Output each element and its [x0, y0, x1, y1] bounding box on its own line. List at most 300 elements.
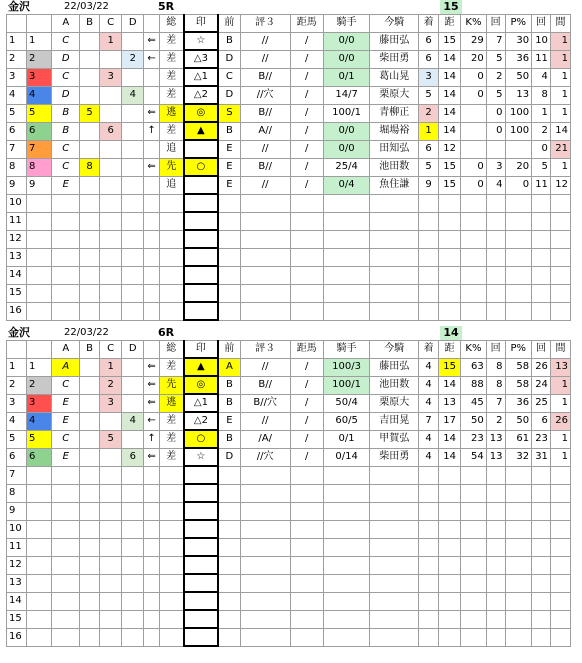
empty-cell [240, 194, 290, 212]
trend-arrow [144, 140, 160, 158]
distance: 14 [439, 50, 461, 68]
empty-cell [532, 592, 551, 610]
interval: 13 [550, 358, 570, 376]
column-header: D [122, 15, 144, 33]
empty-cell [486, 556, 505, 574]
trend-arrow [144, 176, 160, 194]
empty-cell [218, 484, 240, 502]
distance: 15 [439, 176, 461, 194]
jockey-name: 栗原大 [370, 394, 419, 412]
row-index: 1 [7, 358, 27, 376]
jockey-score: 25/4 [323, 158, 370, 176]
rank-d [122, 158, 144, 176]
jockey-score: 0/0 [323, 50, 370, 68]
rating-3: /A/ [240, 430, 290, 448]
previous-grade: B [218, 122, 240, 140]
empty-cell [240, 520, 290, 538]
empty-cell [461, 628, 486, 646]
empty-cell [122, 628, 144, 646]
rating-3: // [240, 358, 290, 376]
empty-cell [26, 230, 51, 248]
row-index: 6 [7, 448, 27, 466]
empty-cell [505, 194, 532, 212]
empty-cell [323, 266, 370, 284]
prediction-mark: △1 [184, 68, 218, 86]
empty-cell [184, 556, 218, 574]
empty-cell [461, 592, 486, 610]
rank-a: D [52, 50, 80, 68]
table-row [7, 50, 571, 68]
jockey-name: 堀場裕 [370, 122, 419, 140]
empty-cell [323, 628, 370, 646]
empty-cell [52, 194, 80, 212]
interval: 12 [550, 176, 570, 194]
interval: 1 [550, 32, 570, 50]
empty-cell [122, 284, 144, 302]
empty-cell [486, 610, 505, 628]
rating-3: B// [240, 158, 290, 176]
row-index: 12 [7, 556, 27, 574]
empty-cell [370, 484, 419, 502]
interval: 1 [550, 68, 570, 86]
empty-cell [159, 556, 183, 574]
k-percent: 50 [461, 412, 486, 430]
column-header: P% [505, 15, 532, 33]
empty-cell [290, 266, 323, 284]
empty-cell [419, 592, 439, 610]
row-index: 6 [7, 122, 27, 140]
row-index: 8 [7, 158, 27, 176]
empty-cell [144, 212, 160, 230]
empty-cell [505, 284, 532, 302]
empty-cell [122, 248, 144, 266]
empty-cell [100, 284, 122, 302]
table-row [7, 32, 571, 50]
empty-cell [323, 466, 370, 484]
jockey-score: 100/1 [323, 104, 370, 122]
k-percent [461, 122, 486, 140]
rating-3: B// [240, 376, 290, 394]
race-title-bar [0, 326, 582, 340]
empty-cell [122, 574, 144, 592]
k-percent: 0 [461, 176, 486, 194]
jockey-score: 14/7 [323, 86, 370, 104]
empty-cell [550, 538, 570, 556]
empty-cell [159, 628, 183, 646]
empty-cell [323, 230, 370, 248]
rank-b [80, 394, 100, 412]
empty-cell [184, 574, 218, 592]
empty-cell [461, 302, 486, 320]
empty-cell [52, 556, 80, 574]
race-sheet-5r [0, 0, 582, 321]
column-header: 着 [419, 341, 439, 359]
row-index: 13 [7, 574, 27, 592]
gate-number: 6 [26, 448, 51, 466]
rank-d [122, 122, 144, 140]
interval: 1 [550, 104, 570, 122]
empty-cell [290, 502, 323, 520]
empty-cell [419, 302, 439, 320]
table-row [7, 284, 571, 302]
empty-cell [100, 538, 122, 556]
jockey-score: 100/3 [323, 358, 370, 376]
trend-arrow: ⇐ [144, 104, 160, 122]
empty-cell [122, 556, 144, 574]
empty-cell [323, 556, 370, 574]
row-index: 16 [7, 302, 27, 320]
table-row [7, 520, 571, 538]
rank-b [80, 32, 100, 50]
empty-cell [419, 194, 439, 212]
empty-cell [323, 592, 370, 610]
table-row [7, 68, 571, 86]
k-percent: 54 [461, 448, 486, 466]
column-header: B [80, 341, 100, 359]
empty-cell [159, 466, 183, 484]
empty-cell [100, 592, 122, 610]
column-header: 回 [486, 15, 505, 33]
distance: 15 [439, 158, 461, 176]
empty-cell [532, 248, 551, 266]
row-index: 9 [7, 176, 27, 194]
finish: 6 [419, 50, 439, 68]
empty-cell [184, 302, 218, 320]
rank-b [80, 376, 100, 394]
empty-cell [122, 466, 144, 484]
k-percent: 88 [461, 376, 486, 394]
prediction-mark: ◎ [184, 376, 218, 394]
empty-cell [26, 266, 51, 284]
empty-cell [439, 266, 461, 284]
distance: 14 [439, 86, 461, 104]
interval: 21 [550, 140, 570, 158]
gate-number: 4 [26, 86, 51, 104]
empty-cell [52, 266, 80, 284]
running-style: 差 [159, 50, 183, 68]
rating-3: B// [240, 68, 290, 86]
empty-cell [52, 284, 80, 302]
empty-cell [52, 502, 80, 520]
empty-cell [80, 212, 100, 230]
column-header [26, 341, 51, 359]
p-percent: 100 [505, 104, 532, 122]
rank-d [122, 430, 144, 448]
empty-cell [80, 502, 100, 520]
distance-horse: / [290, 140, 323, 158]
table-row [7, 358, 571, 376]
empty-cell [100, 230, 122, 248]
previous-grade: D [218, 86, 240, 104]
empty-cell [80, 194, 100, 212]
gate-number: 1 [26, 32, 51, 50]
distance-badge: 14 [440, 326, 462, 340]
empty-cell [419, 502, 439, 520]
empty-cell [323, 538, 370, 556]
empty-cell [159, 502, 183, 520]
previous-grade: E [218, 176, 240, 194]
row-index: 10 [7, 194, 27, 212]
rank-c: 1 [100, 32, 122, 50]
rank-d [122, 32, 144, 50]
column-header: 前 [218, 15, 240, 33]
empty-cell [419, 484, 439, 502]
p-percent: 0 [505, 176, 532, 194]
rating-3: //穴 [240, 448, 290, 466]
p-percent: 13 [505, 86, 532, 104]
empty-cell [218, 556, 240, 574]
rank-c [100, 50, 122, 68]
empty-cell [550, 266, 570, 284]
finish: 1 [419, 122, 439, 140]
empty-cell [26, 466, 51, 484]
table-row [7, 230, 571, 248]
interval: 14 [550, 122, 570, 140]
empty-cell [100, 556, 122, 574]
rating-3: B// [240, 104, 290, 122]
empty-cell [419, 248, 439, 266]
rank-a: E [52, 412, 80, 430]
running-style: 差 [159, 358, 183, 376]
rank-a: D [52, 86, 80, 104]
empty-cell [370, 266, 419, 284]
empty-cell [52, 302, 80, 320]
table-row [7, 122, 571, 140]
prediction-mark [184, 176, 218, 194]
column-header: A [52, 341, 80, 359]
empty-cell [80, 248, 100, 266]
empty-cell [550, 194, 570, 212]
rank-a: C [52, 158, 80, 176]
empty-cell [144, 284, 160, 302]
empty-cell [370, 538, 419, 556]
running-style: 差 [159, 32, 183, 50]
empty-cell [26, 610, 51, 628]
finish: 3 [419, 68, 439, 86]
column-header: 回 [486, 341, 505, 359]
jockey-score: 0/14 [323, 448, 370, 466]
count-1: 2 [486, 68, 505, 86]
rank-a: C [52, 32, 80, 50]
count-2: 11 [532, 176, 551, 194]
empty-cell [461, 538, 486, 556]
distance-horse: / [290, 32, 323, 50]
empty-cell [26, 574, 51, 592]
empty-cell [80, 230, 100, 248]
empty-cell [100, 484, 122, 502]
empty-cell [184, 194, 218, 212]
empty-cell [100, 248, 122, 266]
table-row [7, 484, 571, 502]
empty-cell [26, 248, 51, 266]
distance-horse: / [290, 358, 323, 376]
p-percent: 58 [505, 376, 532, 394]
empty-cell [486, 502, 505, 520]
empty-cell [505, 556, 532, 574]
rank-c: 5 [100, 430, 122, 448]
venue-label: 金沢 [8, 326, 30, 339]
empty-cell [184, 610, 218, 628]
trend-arrow [144, 68, 160, 86]
column-header: 評３ [240, 341, 290, 359]
table-row [7, 628, 571, 646]
empty-cell [184, 248, 218, 266]
distance: 12 [439, 140, 461, 158]
row-index: 2 [7, 376, 27, 394]
empty-cell [240, 266, 290, 284]
empty-cell [419, 628, 439, 646]
p-percent: 61 [505, 430, 532, 448]
running-style: 逃 [159, 394, 183, 412]
finish: 2 [419, 104, 439, 122]
gate-number: 1 [26, 358, 51, 376]
empty-cell [532, 574, 551, 592]
empty-cell [184, 230, 218, 248]
empty-cell [461, 248, 486, 266]
trend-arrow [144, 86, 160, 104]
rank-d [122, 104, 144, 122]
column-header: 距馬 [290, 15, 323, 33]
finish: 4 [419, 376, 439, 394]
empty-cell [439, 610, 461, 628]
distance: 15 [439, 358, 461, 376]
empty-cell [144, 610, 160, 628]
empty-cell [184, 266, 218, 284]
empty-cell [532, 230, 551, 248]
empty-cell [240, 538, 290, 556]
distance: 17 [439, 412, 461, 430]
empty-cell [532, 466, 551, 484]
count-2: 24 [532, 376, 551, 394]
gate-number: 4 [26, 412, 51, 430]
column-header [7, 15, 27, 33]
jockey-name: 柴田勇 [370, 50, 419, 68]
trend-arrow: ⇐ [144, 394, 160, 412]
distance: 14 [439, 376, 461, 394]
empty-cell [532, 302, 551, 320]
empty-cell [370, 230, 419, 248]
row-index: 1 [7, 32, 27, 50]
empty-cell [80, 574, 100, 592]
gate-number: 2 [26, 50, 51, 68]
empty-cell [290, 538, 323, 556]
p-percent: 58 [505, 358, 532, 376]
empty-cell [26, 592, 51, 610]
empty-cell [122, 502, 144, 520]
distance: 14 [439, 104, 461, 122]
empty-cell [240, 574, 290, 592]
column-header [7, 341, 27, 359]
empty-cell [240, 284, 290, 302]
rank-a: C [52, 68, 80, 86]
empty-cell [218, 302, 240, 320]
empty-cell [419, 556, 439, 574]
running-style: 差 [159, 68, 183, 86]
row-index: 2 [7, 50, 27, 68]
distance-horse: / [290, 412, 323, 430]
empty-cell [370, 502, 419, 520]
p-percent: 30 [505, 32, 532, 50]
empty-cell [486, 538, 505, 556]
rank-d [122, 176, 144, 194]
finish: 5 [419, 158, 439, 176]
empty-cell [532, 266, 551, 284]
empty-cell [52, 628, 80, 646]
interval: 1 [550, 86, 570, 104]
empty-cell [461, 266, 486, 284]
count-2: 1 [532, 104, 551, 122]
empty-cell [159, 266, 183, 284]
empty-cell [419, 466, 439, 484]
count-2: 11 [532, 50, 551, 68]
jockey-name: 栗原大 [370, 86, 419, 104]
p-percent: 20 [505, 158, 532, 176]
empty-cell [439, 302, 461, 320]
empty-cell [80, 556, 100, 574]
running-style: 追 [159, 140, 183, 158]
prediction-mark: △3 [184, 50, 218, 68]
empty-cell [218, 628, 240, 646]
empty-cell [240, 556, 290, 574]
empty-cell [122, 592, 144, 610]
rating-3: //穴 [240, 86, 290, 104]
rating-3: // [240, 140, 290, 158]
empty-cell [323, 520, 370, 538]
empty-cell [505, 502, 532, 520]
empty-cell [80, 466, 100, 484]
running-style: 差 [159, 430, 183, 448]
distance-horse: / [290, 176, 323, 194]
previous-grade: C [218, 68, 240, 86]
running-style: 差 [159, 412, 183, 430]
empty-cell [439, 248, 461, 266]
trend-arrow: ← [144, 412, 160, 430]
empty-cell [532, 520, 551, 538]
empty-cell [26, 628, 51, 646]
empty-cell [370, 574, 419, 592]
rank-b [80, 430, 100, 448]
empty-cell [532, 194, 551, 212]
jockey-score: 60/5 [323, 412, 370, 430]
empty-cell [80, 592, 100, 610]
rank-a: E [52, 394, 80, 412]
empty-cell [550, 592, 570, 610]
empty-cell [159, 610, 183, 628]
empty-cell [218, 502, 240, 520]
rating-3: B//穴 [240, 394, 290, 412]
empty-cell [439, 194, 461, 212]
p-percent: 50 [505, 68, 532, 86]
empty-cell [461, 502, 486, 520]
empty-cell [370, 466, 419, 484]
rank-c: 2 [100, 376, 122, 394]
k-percent [461, 140, 486, 158]
count-1: 4 [486, 176, 505, 194]
empty-cell [323, 194, 370, 212]
row-index: 8 [7, 484, 27, 502]
trend-arrow: ↑ [144, 430, 160, 448]
empty-cell [486, 230, 505, 248]
rank-d: 2 [122, 50, 144, 68]
column-header: 回 [532, 341, 551, 359]
empty-cell [532, 628, 551, 646]
empty-cell [100, 302, 122, 320]
empty-cell [505, 538, 532, 556]
table-row [7, 430, 571, 448]
empty-cell [52, 520, 80, 538]
interval: 1 [550, 394, 570, 412]
count-2: 2 [532, 122, 551, 140]
